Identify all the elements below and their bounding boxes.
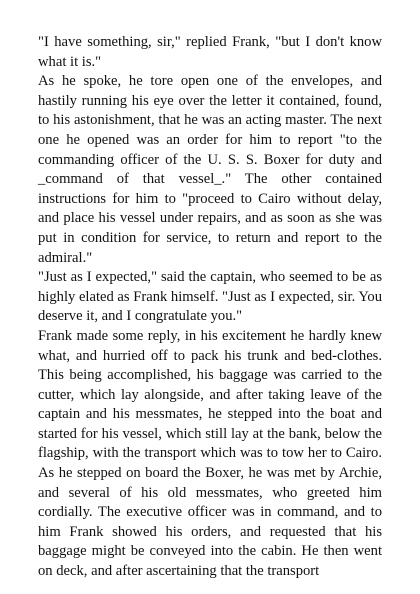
paragraph: "I have something, sir," replied Frank, "but I don't know what it is." (38, 34, 382, 70)
paragraph: "Just as I expected," said the captain, who seemed to be as highly elated as Frank himself. "Just as I expected, sir. You deserve it, and I congratulate you." (38, 269, 382, 325)
paragraph: As he spoke, he tore open one of the envelopes, and hastily running his eye over the letter it contained, found, to his astonishment, that he was an acting master. The next one he opened was an order for him to report "to the commanding officer of the U. S. S. Boxer for duty and _command of that vessel_." The other contained instructions for him to "proceed to Cairo without delay, and place his vessel under repairs, and as soon as she was put in condition for service, to return and report to the admiral." (38, 73, 382, 266)
page-body (38, 33, 382, 582)
paragraph: Frank made some reply, in his excitement he hardly knew what, and hurried off to pack his trunk and bed-clothes. This being accomplished, his baggage was carried to the cutter, which lay alongside, and after taking leave of the captain and his messmates, he stepped into the boat and started for his vessel, which still lay at the bank, below the flagship, with the transport which was to tow her to Cairo. As he stepped on board the Boxer, he was met by Archie, and several of his old messmates, who greeted him cordially. The executive officer was in command, and to him Frank showed his orders, and requested that his baggage might be conveyed into the cabin. He then went on deck, and after ascertaining that the transport (38, 327, 382, 580)
